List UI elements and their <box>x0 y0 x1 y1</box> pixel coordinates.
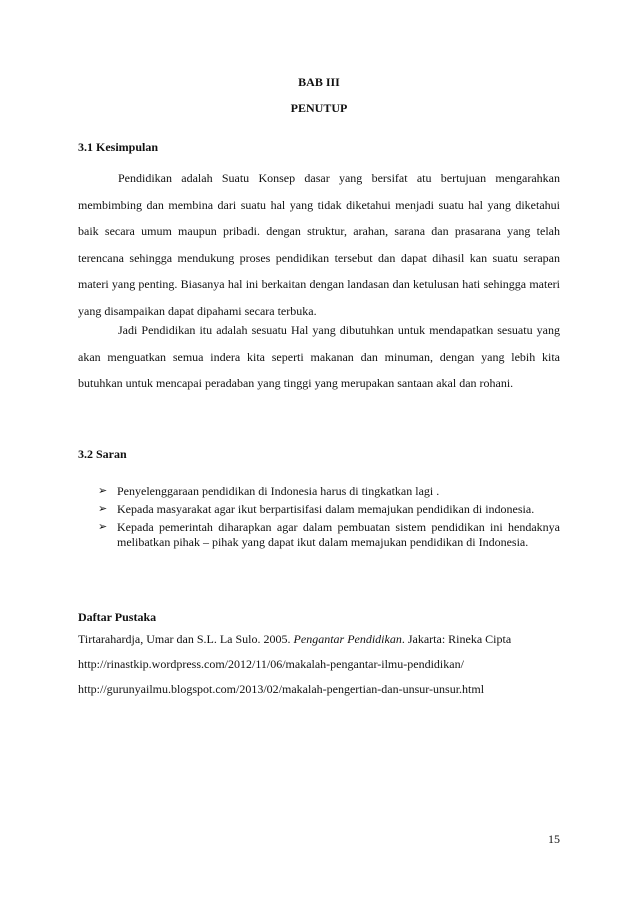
paragraph-text: Jadi Pendidikan itu adalah sesuatu Hal yang dibutuhkan untuk mendapatkan sesuatu yang akan menguatkan semua indera kita seperti makanan dan minuman, dengan yang lebih kita butuhkan untuk mencapai peradaban yang tinggi yang merupakan santaan akal dan rohani. <box>78 323 560 390</box>
saran-list <box>98 484 560 553</box>
paragraph-kesimpulan-2 <box>78 317 560 397</box>
paragraph-text: Pendidikan adalah Suatu Konsep dasar yang bersifat atu bertujuan mengarahkan membimbing dan membina dari suatu hal yang tidak diketahui menjadi suatu hal yang diketahui baik secara umum maupun pribadi. dengan struktur, arahan, sarana dan prasarana yang telah terencana sehingga mendukung proses pendidikan tersebut dan dapat dihasil kan suatu serapan materi yang penting. Biasanya hal ini berkaitan dengan landasan dan ketulusan hati sehingga materi yang disampaikan dapat dipahami secara terbuka. <box>78 171 560 318</box>
book-title: Pengantar Pendidikan <box>293 632 402 646</box>
arrow-bullet-icon: ➢ <box>98 520 108 533</box>
list-item: ➢ Kepada pemerintah diharapkan agar dalam pembuatan sistem pendidikan ini hendaknya melibatkan pihak – pihak yang dapat ikut dalam memajukan pendidikan di Indonesia. <box>98 520 560 549</box>
page-number: 15 <box>548 832 560 846</box>
reference-link-2[interactable]: http://gurunyailmu.blogspot.com/2013/02/makalah-pengertian-dan-unsur-unsur.html <box>78 682 485 696</box>
list-item: ➢ Penyelenggaraan pendidikan di Indonesia harus di tingkatkan lagi . <box>98 484 440 498</box>
references-heading: Daftar Pustaka <box>78 610 157 624</box>
reference-book: Tirtarahardja, Umar dan S.L. La Sulo. 2005. Pengantar Pendidikan. Jakarta: Rineka Cipta <box>78 632 512 646</box>
paragraph-kesimpulan-1 <box>78 165 560 324</box>
arrow-bullet-icon: ➢ <box>98 502 108 515</box>
reference-link-1[interactable]: http://rinastkip.wordpress.com/2012/11/06/makalah-pengantar-ilmu-pendidikan/ <box>78 657 464 671</box>
section-heading-kesimpulan: 3.1 Kesimpulan <box>78 140 159 154</box>
arrow-bullet-icon: ➢ <box>98 484 108 497</box>
list-item: ➢ Kepada masyarakat agar ikut berpartisifasi dalam memajukan pendidikan di indonesia. <box>98 502 535 516</box>
chapter-number: BAB III <box>298 75 340 89</box>
chapter-title: PENUTUP <box>290 101 348 115</box>
section-heading-saran: 3.2 Saran <box>78 447 127 461</box>
